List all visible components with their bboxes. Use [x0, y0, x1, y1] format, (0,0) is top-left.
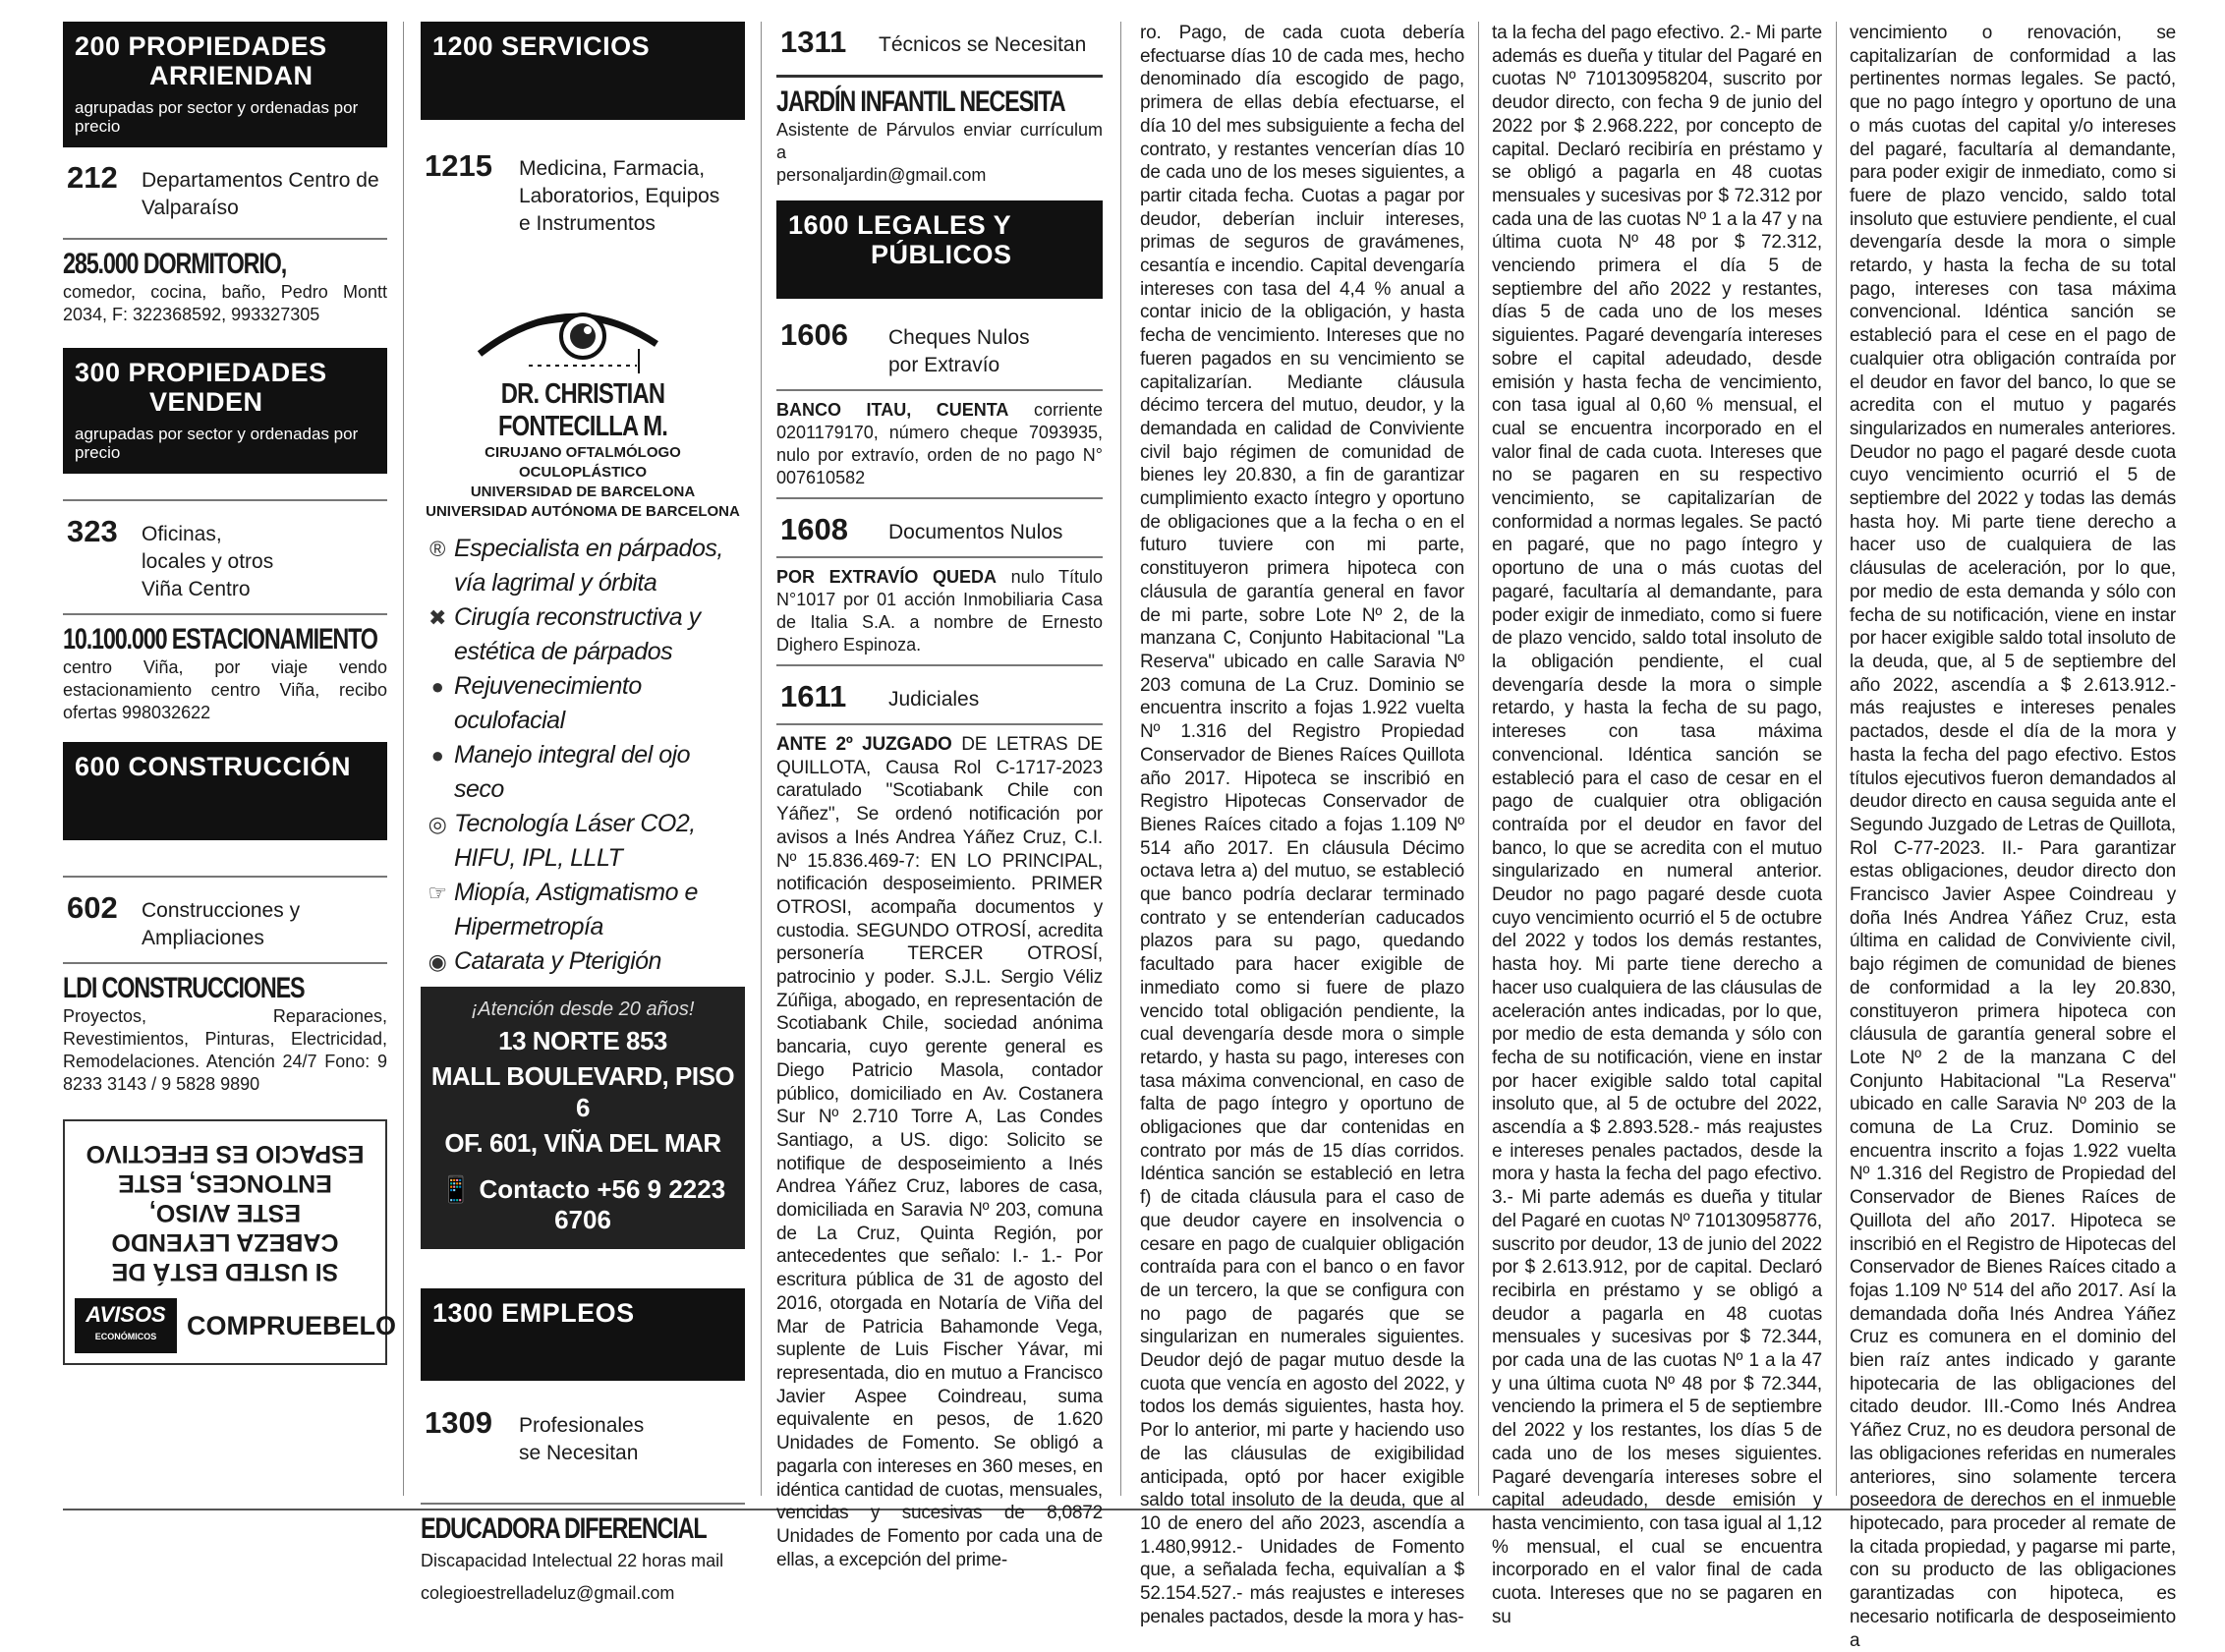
- category-212: 212 Departamentos Centro de Valparaíso: [67, 160, 379, 219]
- service-icon: ◉: [428, 949, 447, 974]
- classified-ad: 10.100.000 ESTACIONAMIENTO centro Viña, por viaje vendo estacionamiento centro Viña, recibo ofertas 998032622: [63, 613, 387, 732]
- service-text: Tecnología Láser CO2, HIFU, IPL, LLLT: [454, 810, 696, 872]
- phone-icon: 📱: [439, 1174, 480, 1204]
- category-1606: 1606 Cheques Nulos por Extravío: [780, 317, 1030, 376]
- doctor-name: DR. CHRISTIAN FONTECILLA M.: [497, 378, 668, 442]
- service-item: [421, 738, 745, 807]
- service-item: [421, 876, 745, 944]
- section-header-300: 300 PROPIEDADES VENDEN agrupadas por sector y ordenadas por precio: [63, 348, 387, 474]
- category-1215: 1215 Medicina, Farmacia, Laboratorios, Equipos e Instrumentos: [425, 148, 720, 235]
- column-2: [421, 22, 745, 1613]
- service-text: Cirugía reconstructiva y estética de párpados: [454, 603, 701, 665]
- section-header-1200: 1200 SERVICIOS: [421, 22, 745, 120]
- column-3: [776, 22, 1103, 1579]
- service-list: [421, 532, 745, 979]
- legal-notice-judicial: ANTE 2º JUZGADO DE LETRAS DE QUILLOTA, Causa Rol C-1717-2023 caratulado "Scotiabank Chile con Yáñez", Se ordenó notificación por avisos a Inés Andrea Yáñez Cruz, C.I. Nº 15.836.469-7: EN LO PRINCIPAL, notificación desposeimiento. PRIMER OTROSI, acompaña documentos y custodia. SEGUNDO OTROSÍ, acredita personería TERCER OTROSÍ, patrocinio y poder. S.J.L. Sergio Véliz Zúñiga, abogado, en representación de Scotiabank Chile, sociedad anónima bancaria, cuyo gerente general es Diego Patricio Masola, contador público, domiciliado en Av. Costanera Sur Nº 2.710 Torre A, Las Condes Santiago, a US. digo: Solicito se notifique de desposeimiento a Inés Andrea Yáñez Cruz, labores de casa, domiciliada en Saravia Nº 203, comuna de La Cruz, Quinta Región, por antecedentes que señalo: I.- 1.- Por escritura pública de 31 de agosto del 2016, otorgada en Notaría de Viña del Mar de Patricia Bahamonde Vega, suplente de Luis Fischer Yávar, mi representada, dio en mutuo a Francisco Javier Aspee Coindreau, suma equivalente en pesos, de 1.620 Unidades de Fomento. Se obligó a pagarla con intereses en 360 meses, en idéntica cantidad de cuotas, mensuales, vencidas y sucesivas de 8,0872 Unidades de Fomento por cada una de ellas, a excepción del prime-: [776, 723, 1103, 1579]
- legal-text-column-4: ro. Pago, de cada cuota debería efectuarse días 10 de cada mes, hecho denominado día escogido de pago, primera de ellas debía efectuarse, el día 10 del mes subsiguiente a fecha del contrato, y restantes vencerían días 10 de cada uno de los meses siguientes, a partir citada fecha. Cuotas a pagar por deudor, deberían incluir intereses, primas de seguros de gravámenes, cesantía e incendio. Capital devengaría intereses con tasa del 4,4 % anual a contar inicio de la obligación, y hasta fecha de vencimiento. Intereses que no fueren pagados en su vencimiento se capitalizarían. Mediante cláusula décimo tercera del mutuo, deudor, y la demandada en calidad de Conviviente civil bajo régimen de comunidad de bienes ley 20.830, a fin de garantizar cumplimiento exacto íntegro y oportuno de obligaciones que a la fecha o en el futuro tuviere con mi parte, constituyeron primera hipoteca con cláusula de garantía general en favor de mi parte, sobre Lote Nº 2, de la manzana C, Conjunto Habitacional "La Reserva" ubicado en calle Saravia Nº 203 comuna de La Cruz. Dominio se encuentra inscrito a fojas 1.922 vuelta Nº 1.316 del Registro Propiedad Conservador de Bienes Raíces Quillota año 2017. Hipoteca se inscribió en Registro Hipotecas Conservador de Bienes Raíces citado a fojas 1.109 Nº 514 año 2017. En cláusula Décimo octava letra a) del mutuo, se estableció que banco podría declarar terminado contrato y se entenderían caducados plazos para su pago, quedando facultado para hacer exigible de inmediato como si fuere de plazo vencido total obligación pendiente, la cual devengaría desde mora o simple retardo, y hasta su pago, intereses con tasa máxima convencional, en caso de falta de pago íntegro y oportuno de obligaciones que dar contenidas en contrato por más de 15 días corridos. Idéntica sanción se estableció en letra f) de citada cláusula para el caso de que deudor cayere en insolvencia o cesare en pago de cualquier obligación contraída para con el banco o en favor de un tercero, la que se configura con no pago de pagarés que se singularizan en numerales siguientes. Deudor dejó de pagar mutuo desde la cuota que vencía en agosto del 2022, y todos los demás siguientes, hasta hoy. Por lo anterior, mi parte y haciendo uso de las cláusulas de exigibilidad anticipada, optó por hacer exigible saldo total insoluto de la deuda, que al 10 de enero del año 2023, ascendía a 1.480,9912.- Unidades de Fomento que, a señalada fecha, equivalían a $ 52.154.527.- más reajustes e intereses penales pactados, desde la mora y has-: [1140, 23, 1464, 1627]
- legal-notice: POR EXTRAVÍO QUEDA nulo Título N°1017 por 01 acción Inmobiliaria Casa de Italia S.A. a nombre de Ernesto Dighero Espinoza.: [776, 556, 1103, 664]
- section-header-1300: 1300 EMPLEOS: [421, 1288, 745, 1381]
- doctor-contact-box: ¡Atención desde 20 años! 13 NORTE 853 MALL BOULEVARD, PISO 6 OF. 601, VIÑA DEL MAR 📱 Contacto +56 9 2223 6706: [421, 987, 745, 1249]
- category-323: 323 Oficinas, locales y otros Viña Centro: [63, 499, 387, 613]
- legal-text-column-6: vencimiento o renovación, se capitalizarían de conformidad a las pertinentes normas legales. Se pactó, que no pago íntegro y oportuno de una o más cuotas del capital y/o intereses del pagaré, facultaría al demandante, para poder exigir de inmediato, como si fuere de plazo vencido, saldo total insoluto que estuviere pendiente, el cual devengaría desde la mora o simple retardo, y hasta la fecha de su total pago, intereses con tasa máxima convencional. Idéntica sanción se estableció para el cese en el pago de cualquier otra obligación contraída por el deudor en favor del banco, lo que se acredita con el mutuo y pagarés singularizados en numerales anteriores. Deudor no pago el pagaré desde cuota cuyo vencimiento ocurrió el 5 de septiembre del 2022 y todas las demás hasta hoy. Mi parte tiene derecho a hacer uso de cualquiera de las cláusulas de aceleración, por lo que, por medio de esta demanda y sólo con fecha de su notificación, viene en instar por hacer exigible saldo total insoluto de la deuda, que, al 5 de septiembre del año 2022, ascendía a $ 2.613.912.- más reajustes e intereses penales pactados, desde el día de la mora y hasta la fecha del pago efectivo. Estos títulos ejecutivos fueron demandados al deudor directo en causa seguida ante el Segundo Juzgado de Letras de Quillota, Rol C-77-2023. II.- Para garantizar estas obligaciones, deudor directo don Francisco Javier Aspee Coindreau y doña Inés Andrea Yáñez Cruz, esta última en calidad de Conviviente civil, bajo régimen de comunidad de bienes de conformidad a la ley 20.830, constituyeron primera hipoteca con cláusula de garantía general sobre el Lote Nº 2 de la manzana C del Conjunto Habitacional "La Reserva" ubicado en calle Saravia Nº 203 de la comuna de La Cruz. Dominio se encuentra inscrito a fojas 1.922 vuelta Nº 1.316 del Registro de Propiedad del Conservador de Bienes Raíces de Quillota del año 2017. Hipoteca se inscribió en el Registro de Hipotecas del Conservador de Bienes Raíces citado a fojas 1.109 Nº 514 del año 2017. Así la demandada doña Inés Andrea Yáñez Cruz es comunera en el dominio del bien raíz antes indicado y garante hipotecaria de las obligaciones del citado deudor. III.-Como Inés Andrea Yáñez Cruz, no es deudora personal de las obligaciones referidas en numerales anteriores, sino solamente tercera poseedora de derechos en el inmueble hipotecado, para proceder al remate de la citada propiedad, y pagarse mi parte, con su producto de las obligaciones garantizadas con hipoteca, es necesario notificarla de desposeimiento a: [1850, 23, 2176, 1651]
- section-subtitle: agrupadas por sector y ordenadas por precio: [75, 98, 359, 136]
- category-1608: 1608 Documentos Nulos: [776, 497, 1103, 556]
- service-item: [421, 807, 745, 876]
- eye-icon: [421, 265, 745, 378]
- service-text: Miopía, Astigmatismo e Hipermetropía: [454, 879, 698, 940]
- column-divider: [1836, 22, 1837, 1496]
- service-icon: ●: [430, 743, 444, 768]
- upside-down-promo: [63, 1119, 397, 1365]
- classified-ad: LDI CONSTRUCCIONES Proyectos, Reparaciones, Revestimientos, Pinturas, Electricidad, Remodelaciones. Atención 24/7 Fono: 9 8233 3143 / 9 5828 9890: [63, 962, 387, 1104]
- classified-ad: JARDÍN INFANTIL NECESITA Asistente de Párvulos enviar currículum a personaljardin@gmail.com: [776, 75, 1103, 195]
- column-divider: [403, 22, 404, 1496]
- service-icon: ®: [429, 537, 445, 561]
- service-text: Rejuvenecimiento oculofacial: [454, 672, 642, 734]
- category-1311: 1311 Técnicos se Necesitan: [780, 25, 1087, 59]
- service-text: Manejo integral del ojo seco: [454, 741, 691, 803]
- column-divider: [1120, 22, 1121, 1496]
- service-item: [421, 532, 745, 600]
- eye-logo: [421, 265, 745, 378]
- service-text: Catarata y Pterigión: [454, 947, 661, 975]
- upside-down-text: SI USTED ESTÁ DE CABEZA LEYENDO ESTE AVISO, ENTONCES, ESTE ESPACIO ES EFECTIVO: [86, 1140, 365, 1285]
- service-item: [421, 600, 745, 669]
- column-divider: [761, 22, 762, 1496]
- service-item: [421, 669, 745, 738]
- legal-text-column-5: ta la fecha del pago efectivo. 2.- Mi parte además es dueña y titular del Pagaré en cuotas Nº 710130958204, suscrito por deudor directo, con fecha 9 de junio del 2022 por $ 2.968.222, por concepto de capital. Declaró recibiría en préstamo y se obligó a pagarla en 48 cuotas mensuales y sucesivas por $ 72.312 por cada una de las cuotas Nº 1 a la 47 y na última cuota Nº 48 por $ 72.312, venciendo primera el día 5 de septiembre del año 2022 y restantes, días 5 de cada uno de los meses siguientes. Pagaré devengaría intereses sobre el capital adeudado, desde emisión y hasta fecha de vencimiento, con tasa igual al 0,60 % mensual, el cual se encuentra incorporado en el valor final de cada cuota. Intereses que no se pagaren en su respectivo vencimiento, se capitalizarían de conformidad a normas legales. Se pactó en pagaré, que no pago íntegro y oportuno de una o más cuotas del pagaré, facultaría al demandante, para poder exigir de inmediato, como si fuere de plazo vencido, saldo total insoluto de la obligación pendiente, el cual devengaría desde la mora o simple retardo, y hasta la fecha de su pago, intereses con tasa máxima convencional. Idéntica sanción se estableció para el caso de cesar en el pago de cualquier otra obligación contraída por el deudor en favor del banco, lo que se acredita con el mutuo singularizado en numeral anterior. Deudor no pago pagaré desde cuota cuyo vencimiento ocurrió el 5 de octubre del 2022 y todos los demás restantes, hasta hoy. Mi parte tiene derecho a hacer uso cualquiera de las cláusulas de aceleración antes indicadas, por lo que, por medio de esta demanda y sólo con fecha de su notificación, viene en instar por hacer exigible saldo total capital insoluto que, al 5 de octubre del 2022, ascendía a $ 2.893.528.- más reajustes e intereses penales pactados, desde la mora y hasta la fecha del pago efectivo. 3.- Mi parte además es dueña y titular del Pagaré en cuotas Nº 710130958776, suscrito por deudor, 13 de junio del 2022 por $ 2.613.912, por de capital. Declaró recibirla en préstamo y se obligó a deudor a pagarla en 48 cuotas mensuales y sucesivas por $ 72.344, por cada una de las cuotas Nº 1 a la 47 y una última cuota Nº 48 por $ 72.344, venciendo la primera el 5 de septiembre del 2022 y los restantes, los días 5 de cada uno de los meses siguientes. Pagaré devengaría intereses sobre el capital adeudado, desde emisión y hasta vencimiento, con tasa igual al 1,12 % mensual, el cual se encuentra incorporado en el valor final de cada cuota. Intereses que no se pagaren en su: [1492, 23, 1822, 1627]
- category-602: 602 Construcciones y Ampliaciones: [63, 876, 387, 962]
- service-text: Especialista en párpados, vía lagrimal y órbita: [454, 535, 723, 597]
- section-header-600: 600 CONSTRUCCIÓN: [63, 742, 387, 840]
- service-icon: ●: [430, 674, 444, 699]
- service-icon: ☞: [428, 881, 447, 905]
- service-icon: ✖: [428, 605, 446, 630]
- section-header-200: 200 PROPIEDADES ARRIENDAN agrupadas por sector y ordenadas por precio: [63, 22, 387, 147]
- column-divider: [1478, 22, 1479, 1496]
- legal-notice: BANCO ITAU, CUENTA corriente 0201179170, número cheque 7093935, nulo por extravío, orden de no pago N° 007610582: [776, 389, 1103, 497]
- classified-ad: EDUCADORA DIFERENCIAL Discapacidad Intelectual 22 horas mail colegioestrelladeluz@gmail.com: [421, 1503, 745, 1613]
- category-1611: 1611 Judiciales: [776, 664, 1103, 723]
- classified-ad: 285.000 DORMITORIO, comedor, cocina, baño, Pedro Montt 2034, F: 322368592, 993327305: [63, 238, 387, 334]
- service-icon: ◎: [428, 812, 447, 836]
- section-header-1600: 1600 LEGALES Y PÚBLICOS: [776, 200, 1103, 299]
- column-1: [63, 22, 397, 1365]
- doctor-ad: DR. CHRISTIAN FONTECILLA M. CIRUJANO OFTALMÓLOGO OCULOPLÁSTICO UNIVERSIDAD DE BARCELONA UNIVERSIDAD AUTÓNOMA DE BARCELONA ® Especialista en párpados, vía lagrimal y órbita ✖ Cirugía reconstructiva y estética de párpados ● Rejuvenecimiento oculofacial ● Manejo integral del ojo seco ◎ Tecnología Láser CO2, HIFU, IPL, LLLT ☞ Miopía, Astigmatismo e Hipermetropía ◉ Catarata y Pterigión ¡Atención desde 20 años! 13 NORTE 853 MALL BOULEVARD, PISO 6 OF. 601, VIÑA DEL MAR 📱 Contacto +56 9 2223 6706: [421, 265, 745, 1249]
- promo-cta: COMPRUEBELO: [187, 1310, 397, 1340]
- avisos-logo: AVISOS ECONÓMICOS: [75, 1298, 177, 1353]
- service-item: [421, 944, 745, 979]
- category-1309: 1309 Profesionales se Necesitan: [425, 1405, 645, 1464]
